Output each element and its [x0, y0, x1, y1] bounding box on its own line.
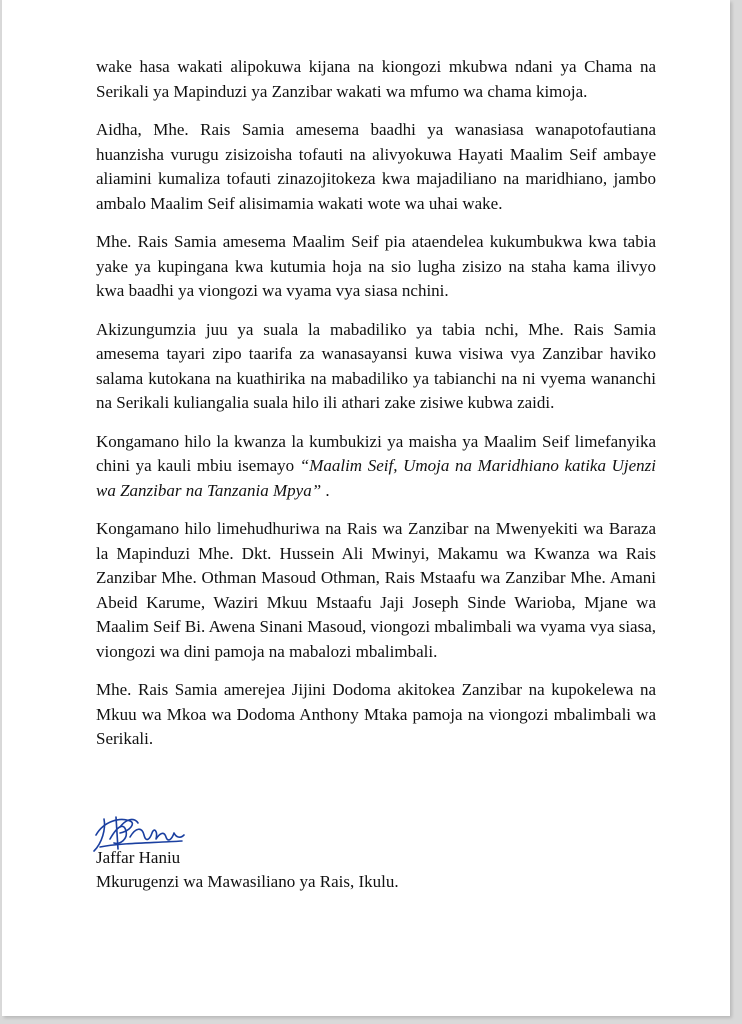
- paragraph-1: wake hasa wakati alipokuwa kijana na kiongozi mkubwa ndani ya Chama na Serikali ya Mapinduzi ya Zanzibar wakati wa mfumo wa chama kimoja.: [96, 57, 656, 101]
- paragraph-5-intro: Kongamano hilo la kwanza la kumbukizi ya maisha ya Maalim Seif limefanyika chini ya kauli mbiu isemayo: [96, 431, 656, 475]
- paragraph-7: Mhe. Rais Samia amerejea Jijini Dodoma akitokea Zanzibar na kupokelewa na Mkuu wa Mkoa wa Dodoma Anthony Mtaka pamoja na viongozi mbalimbali wa Serikali.: [96, 680, 656, 748]
- signatory-title: Mkurugenzi wa Mawasiliano ya Rais, Ikulu.: [96, 872, 399, 891]
- paragraph-4: Akizungumzia juu ya suala la mabadiliko ya tabia nchi, Mhe. Rais Samia amesema tayari zipo taarifa za wanasayansi kuwa visiwa vya Zanzibar haviko salama kutokana na kuathirika na mabadiliko ya tabianchi na ni vyema wananchi na Serikali kuliangalia suala hilo ili athari zake zisiwe kubwa zaidi.: [96, 319, 656, 412]
- document-body: [96, 55, 656, 766]
- paragraph-2: Aidha, Mhe. Rais Samia amesema baadhi ya wanasiasa wanapotofautiana huanzisha vurugu zisizoisha tofauti na alivyokuwa Hayati Maalim Seif ambaye aliamini kumaliza tofauti zinazojitokeza kwa majadiliano na maridhiano, jambo ambalo Maalim Seif alisimamia wakati wote wa uhai wake.: [96, 120, 656, 213]
- paragraph-5: [96, 430, 656, 504]
- paragraph-5-quote: “Maalim Seif, Umoja na Maridhiano katika Ujenzi wa Zanzibar na Tanzania Mpya”: [96, 456, 656, 500]
- signatory-name: Jaffar Haniu: [96, 848, 181, 867]
- document-page: [2, 0, 730, 1016]
- paragraph-3: Mhe. Rais Samia amesema Maalim Seif pia ataendelea kukumbukwa kwa tabia yake ya kupingana kwa kutumia hoja na sio lugha zisizo na staha kama ilivyo kwa baadhi ya viongozi wa vyama vya siasa nchini.: [96, 232, 656, 300]
- paragraph-6: Kongamano hilo limehudhuriwa na Rais wa Zanzibar na Mwenyekiti wa Baraza la Mapinduzi Mhe. Dkt. Hussein Ali Mwinyi, Makamu wa Kwanza wa Rais Zanzibar Mhe. Othman Masoud Othman, Rais Mstaafu wa Zanzibar Mhe. Amani Abeid Karume, Waziri Mkuu Mstaafu Jaji Joseph Sinde Warioba, Mjane wa Maalim Seif Bi. Awena Sinani Masoud, viongozi mbalimbali wa vyama vya siasa, viongozi wa dini pamoja na mabalozi mbalimbali.: [96, 519, 656, 661]
- paragraph-5-end: .: [321, 480, 330, 500]
